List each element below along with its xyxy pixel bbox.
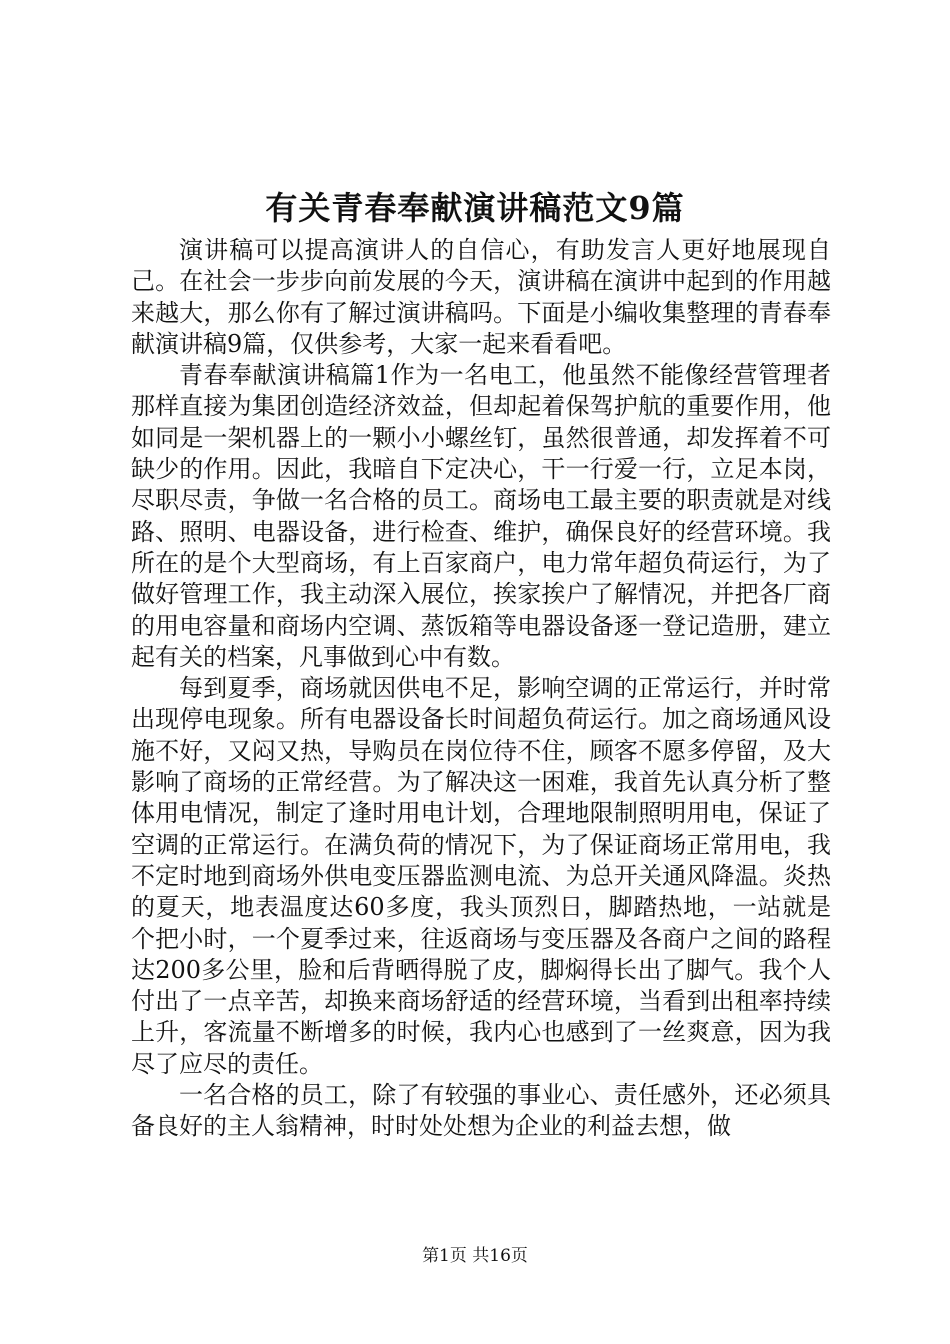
paragraph-employee: 一名合格的员工，除了有较强的事业心、责任感外，还必须具备良好的主人翁精神，时时处处想为企业的利益去想，做 bbox=[131, 1081, 831, 1141]
paragraph-summer: 每到夏季，商场就因供电不足，影响空调的正常运行，并时常出现停电现象。所有电器设备长时间超负荷运行。加之商场通风设施不好，又闷又热，导购员在岗位待不住，顾客不愿多停留，及大影响了商场的正常经营。为了解决这一困难，我首先认真分析了整体用电情况，制定了逢时用电计划，合理地限制照明用电，保证了空调的正常运行。在满负荷的情况下，为了保证商场正常用电，我不定时地到商场外供电变压器监测电流、为总开关通风降温。炎热的夏天，地表温度达60多度，我头顶烈日，脚踏热地，一站就是个把小时，一个夏季过来，往返商场与变压器及各商户之间的路程达200多公里，脸和后背晒得脱了皮，脚焖得长出了脚气。我个人付出了一点辛苦，却换来商场舒适的经营环境，当看到出租率持续上升，客流量不断增多的时候，我内心也感到了一丝爽意，因为我尽了应尽的责任。 bbox=[131, 674, 831, 1078]
document-body bbox=[131, 235, 831, 1143]
paragraph-intro: 演讲稿可以提高演讲人的自信心，有助发言人更好地展现自己。在社会一步步向前发展的今天，演讲稿在演讲中起到的作用越来越大，那么你有了解过演讲稿吗。下面是小编收集整理的青春奉献演讲稿9篇，仅供参考，大家一起来看看吧。 bbox=[131, 236, 831, 358]
page-number-footer: 第1页 共16页 bbox=[422, 1246, 528, 1266]
document-title: 有关青春奉献演讲稿范文9篇 bbox=[265, 189, 685, 227]
paragraph-speech-1: 青春奉献演讲稿篇1作为一名电工，他虽然不能像经营管理者那样直接为集团创造经济效益，但却起着保驾护航的重要作用，他如同是一架机器上的一颗小小螺丝钉，虽然很普通，却发挥着不可缺少的作用。因此，我暗自下定决心，干一行爱一行，立足本岗，尽职尽责，争做一名合格的员工。商场电工最主要的职责就是对线路、照明、电器设备，进行检查、维护，确保良好的经营环境。我所在的是个大型商场，有上百家商户，电力常年超负荷运行，为了做好管理工作，我主动深入展位，挨家挨户了解情况，并把各厂商的用电容量和商场内空调、蒸饭箱等电器设备逐一登记造册，建立起有关的档案，凡事做到心中有数。 bbox=[131, 361, 831, 671]
